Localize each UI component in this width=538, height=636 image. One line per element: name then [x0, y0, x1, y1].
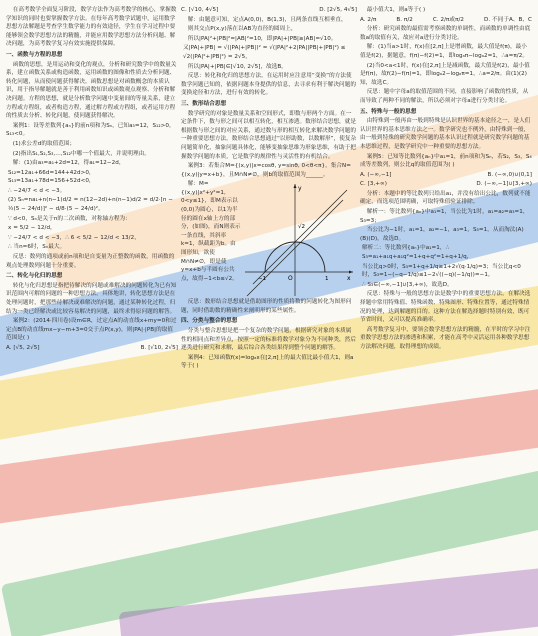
case-4-statement: 案例4：已知函数f(x)=logₐx在[2,π]上的最大值比最小值大1，则a等于( ) — [181, 354, 354, 370]
option-b: B. [√10, 2√5] — [140, 344, 178, 351]
answer-options — [360, 16, 532, 25]
tick-label-root2: √2 — [298, 224, 306, 231]
case-2-statement: 案例2：(2014·四川卷)设m∈R，过定点A的动直线x+my=0和过定点B的动直线mx−y−m+3=0交于点P(x,y)，则|PA|·|PB|的取值范围是( ) — [6, 318, 177, 342]
reflection-paragraph: 反思：数形结合思想就是借助图形的性质将数的问题转化为图形问题，同时借助数的精确性来阐明形的某些属性。 — [181, 299, 352, 314]
equation-line: (2) Sₙ=na₁+n(n−1)d/2 = n(12−2d)+n(n−1)d/2 = d/2·[n − ½(5 − 24/d)]² − d/8·(5 − 24/d)²， — [8, 197, 174, 213]
tick-label-1: 1 — [325, 276, 329, 283]
equation-line: x = 5/2 − 12/d， — [8, 225, 56, 232]
x-axis-label: x — [347, 275, 351, 283]
option-b: B. (−∞,0)∪(0,1] — [487, 171, 532, 178]
case-4-continued: 最小值大1，则a等于( ) — [366, 7, 426, 13]
equation-line: ∴ S₃∈(−∞,−1]∪[3,+∞)，故选D。 — [362, 281, 453, 288]
option-b: B. π/2 — [396, 16, 413, 23]
column-2 — [181, 6, 357, 632]
answer-options — [6, 344, 178, 353]
case-1-question-2: (2)指出S₁,S₂,S₃,…,S₁₂中哪一个值最大，并说明理由。 — [12, 150, 150, 157]
section-heading-1: 一、函数与方程的思想 — [6, 51, 63, 58]
solution-line: 当公比为−1时，a₁=1，a₂=−1，a₃=1，S₃=1，从而淘汰(A)(B)(D)，故选D。 — [360, 227, 524, 242]
intro-paragraph: 在高考数学全面复习阶段，数学方法作为高考数学的核心，掌握数学知识的同时也要掌握数学方法。在每年高考数学试题中，运用数学思想方法解题是考查学生数学能力的有效途径，学生在学习过程中要能够领会数学思想方法的精髓，并能应用数学思想方法分析问题、解决问题，为高考数学复习有效实施提供保障。 — [6, 7, 177, 48]
paragraph: 转化与化归思想是指把待解决的问题或难解决的问题转化为已有知识范围内可解的问题的一种思想方法。具体地讲，转化思想方法是在处理问题时，把那些待解决或难解决的问题，通过某种转化过程，归结为一类已经解决或比较容易解决的问题，最终求得原问题的解答。 — [6, 282, 177, 315]
analysis-paragraph: 分析：研究函数的最值需考察函数的单调性，而函数的单调性由底数a的取值有关，故应对a进行分类讨论。 — [360, 26, 531, 41]
closing-paragraph: 高考数学复习中，要领会数学思想方法的精髓，在平时的学习中注重数学思想方法的渗透和积累，才能在高考中灵活运用各种数学思想方法解决问题，取得理想的成绩。 — [360, 326, 531, 350]
section-heading-5: 五、特殊与一般的思想 — [360, 108, 417, 115]
paragraph: 由特殊到一般再由一般到特殊是认识世界的基本途径之一，是人们认识世界的基本思维方法之一。数学研究也不例外，由特殊到一般，由一般到特殊的研究数学问题的基本认识过程就是研究数学问题的基本思维过程，是数学研究中一种重要的思想方法。 — [360, 118, 531, 150]
reflection-paragraph: 反思：数列的通项或前n项和是自变量为正整数的函数，用函数的观点处理数列问题十分重要。 — [6, 254, 175, 269]
option-a: A. (−∞,−1] — [360, 171, 392, 178]
solution-line: 解：由题意可知，定点A(0,0)，B(1,3)，且两条直线互相垂直， — [187, 16, 347, 23]
column-3 — [360, 6, 532, 632]
paragraph: 数学研究的对象是数量关系和空间形式，即数与形两个方面。在一定条件下，数与形之间可以相互转化，相互渗透。数形结合思想，就是根据数与形之间的对应关系，通过数与形的相互转化来解决数学问题的一种重要思想方法。数形结合思想通过“以形助数，以数解形”，使复杂问题简单化，抽象问题具体化，能够变抽象思维为形象思维，有助于把握数学问题的本质，它是数学的规律性与灵活性的有机结合。 — [181, 110, 357, 160]
solution-line: 解：(1)由a₃=a₁+2d=12，得a₁=12−2d， — [12, 160, 125, 167]
case-3-solution-with-figure — [181, 180, 357, 298]
section-heading-2: 二、转化与化归的思想 — [6, 273, 63, 280]
equation-line: 解析二：等比数列{aₙ}中a₁=1，∴ S₃=a₁+a₁q+a₁q²=1+q+q²=1+q+1/q， — [362, 245, 473, 261]
reflection-paragraph: 反思：转化和化归的思想方法，在运用时应注意用“变换”的方法使数学问题已知的，依据问题本身提供的信息，去寻求有利于解决问题的变换途径和方法，进行有效的转化。 — [181, 73, 356, 97]
case-1-statement: 案例1：设等差数列{aₙ}的前n项和为Sₙ，已知a₃=12，S₁₂>0，S₁₃<0。 — [6, 122, 175, 138]
answer-options — [360, 171, 532, 180]
option-c: C. [3,+∞) — [360, 181, 387, 188]
solution-line: 所以|PA|²+|PB|²=|AB|²=10，即|PA|+|PB|≥|AB|=√10。 — [187, 35, 337, 42]
option-c: C. 2/π或π/2 — [432, 16, 465, 23]
answer-options — [181, 6, 357, 15]
solution-line: 解：(1)当a>1时，f(x)在[2,π]上是增函数，最大值是f(π)，最小值是f(2)，据题意，f(π)−f(2)=1，即logₐπ−logₐ2=1，∴a=π/2。 — [360, 44, 528, 59]
column-1 — [6, 6, 178, 632]
y-axis-label: y — [298, 185, 302, 193]
option-c: C. [√10, 4√5] — [181, 7, 219, 13]
tick-label-neg1: −1 — [258, 276, 267, 283]
equation-line: ∴ −24/7 < d < −3。 — [8, 187, 66, 194]
answer-options — [360, 180, 532, 189]
equation-line: ∵ −24/7 < d < −3，∴ 6 < 5/2 − 12/d < 13/2， — [8, 234, 140, 241]
case-5-statement: 案例5：已知等比数列{aₙ}中a₁=1，前n项和为Sₙ，若S₂，S₃，S₄成等差数列，则公比q的取值范围为( ) — [360, 153, 532, 169]
option-d: D. 不同于A、B、C — [484, 16, 532, 23]
paragraph: 分类与整合思想是把一个复杂的数学问题，根据研究对象的本质属性的相同点和差异点，按照一定的标准将数学对象分为不同种类，然后逐类进行研究和求解，最后综合各类结果得到整个问题的解答。 — [181, 328, 356, 352]
solution-line: 所以|PA|+|PB|∈[√10, 2√5]，故选B。 — [187, 63, 287, 70]
option-d: D. (−∞,−1]∪[3,+∞) — [476, 181, 532, 188]
solution-line: 则其交点P(x,y)落在以AB为直径的圆周上， — [187, 26, 297, 33]
equation-line: 又|PA|+|PB| = √(|PA|+|PB|)² = √(|PA|²+2|PA||PB|+|PB|²) ≤ √2(|PA|²+|PB|²) = 2√5， — [183, 45, 346, 60]
equation-line: 当公比q>0时，S₃=1+q+1/q≥1+2√(q·1/q)=3；当公比q<0时，S₃=1−(−q−1/q)≤1−2√((−q)(−1/q))=−1， — [362, 263, 521, 279]
analysis-paragraph: 分析：本题中的等比数列只给出a₁，并没有给出公比，数列就不能确定，而选项范围明确，可取特殊值验证排除。 — [360, 190, 531, 206]
equation-line: S₁₂=12a₁+66d=144+42d>0，S₁₃=13a₁+78d=156+52d<0， — [8, 169, 95, 185]
solution-line: 解析一：等比数列{aₙ}中a₁=1，当公比为1时，a₁=a₂=a₃=1，S₃=3； — [360, 209, 529, 224]
option-a: A. [√5, 2√5] — [6, 344, 40, 351]
option-a: A. 2/π — [360, 16, 377, 23]
x-axis-arrow — [349, 271, 353, 274]
semicircle-line-graph — [243, 180, 355, 298]
reflection-paragraph: 反思：特殊与一般的思想方法是数学中的重要思想方法，在解决选择题中常用特殊值、特殊函数、特殊图形、特殊位置等，通过特殊情况的处理，达到解题的目的。这种方法在解选择题时特别有效，既可节省时间，又可以提高准确率。 — [360, 291, 531, 324]
case-3-statement: 案例3：若集合M={(x,y)|x=cosθ, y=sinθ, 0<θ<π}，集合N={(x,y)|y=x+b}，且M∩N≠∅，则b的取值范围为______。 — [181, 163, 352, 178]
case-3-solution: 解：M={(x,y)|x²+y²=1, 0<y≤1}，即M表示以(0,0)为圆心，以1为半径的圆在x轴上方的部分，(如图)，而N则表示一条直线，其斜率k=1，纵截距为b。由图形知，欲使M∩N≠∅，即是使y=x+b与半圆有公共点，故得−1<b≤√2。 — [181, 181, 241, 282]
option-d: D. [2√5, 4√5] — [319, 7, 357, 13]
origin-label: O — [288, 275, 293, 283]
line-y-x-b-upper — [253, 190, 347, 284]
equation-line: ∴ 当n=6时，Sₙ最大。 — [8, 244, 66, 251]
paragraph: 函数的思想，是用运动和变化的观点，分析和研究数学中的数量关系，建立函数关系或构造函数，运用函数的图像和性质去分析问题、转化问题，从而使问题获得解决。函数思想是对函数概念的本质认识，用于指导解题就是善于利用函数知识或函数观点观察、分析和解决问题。方程的思想，就是分析数学问题中变量间的等量关系，建立方程或方程组，或者构造方程，通过解方程或方程组，或者运用方程的性质去分析、转化问题，使问题获得解决。 — [6, 61, 177, 120]
section-heading-3: 三、数形结合思想 — [181, 100, 227, 107]
section-heading-4: 四、分类与整合的思想 — [181, 318, 238, 325]
solution-line: (2)当0<a<1时，f(x)在[2,π]上是减函数，最大值是f(2)，最小值是f(π)，故f(2)−f(π)=1，即logₐ2−logₐπ=1，∴a=2/π。由(1)(2)知，故选C。 — [360, 62, 530, 86]
y-axis-arrow — [294, 184, 297, 188]
case-1-question-1: (1)求公差d的取值范围； — [12, 140, 76, 147]
reflection-paragraph: 反思：题中字母a的取值范围的不同，直接影响了函数的性质，从而导致了两种不同的解法，所以必须对字母a进行分类讨论。 — [360, 89, 529, 104]
equation-line: ∵ d<0，Sₙ是关于n的二次函数，对称轴方程为： — [8, 215, 131, 222]
